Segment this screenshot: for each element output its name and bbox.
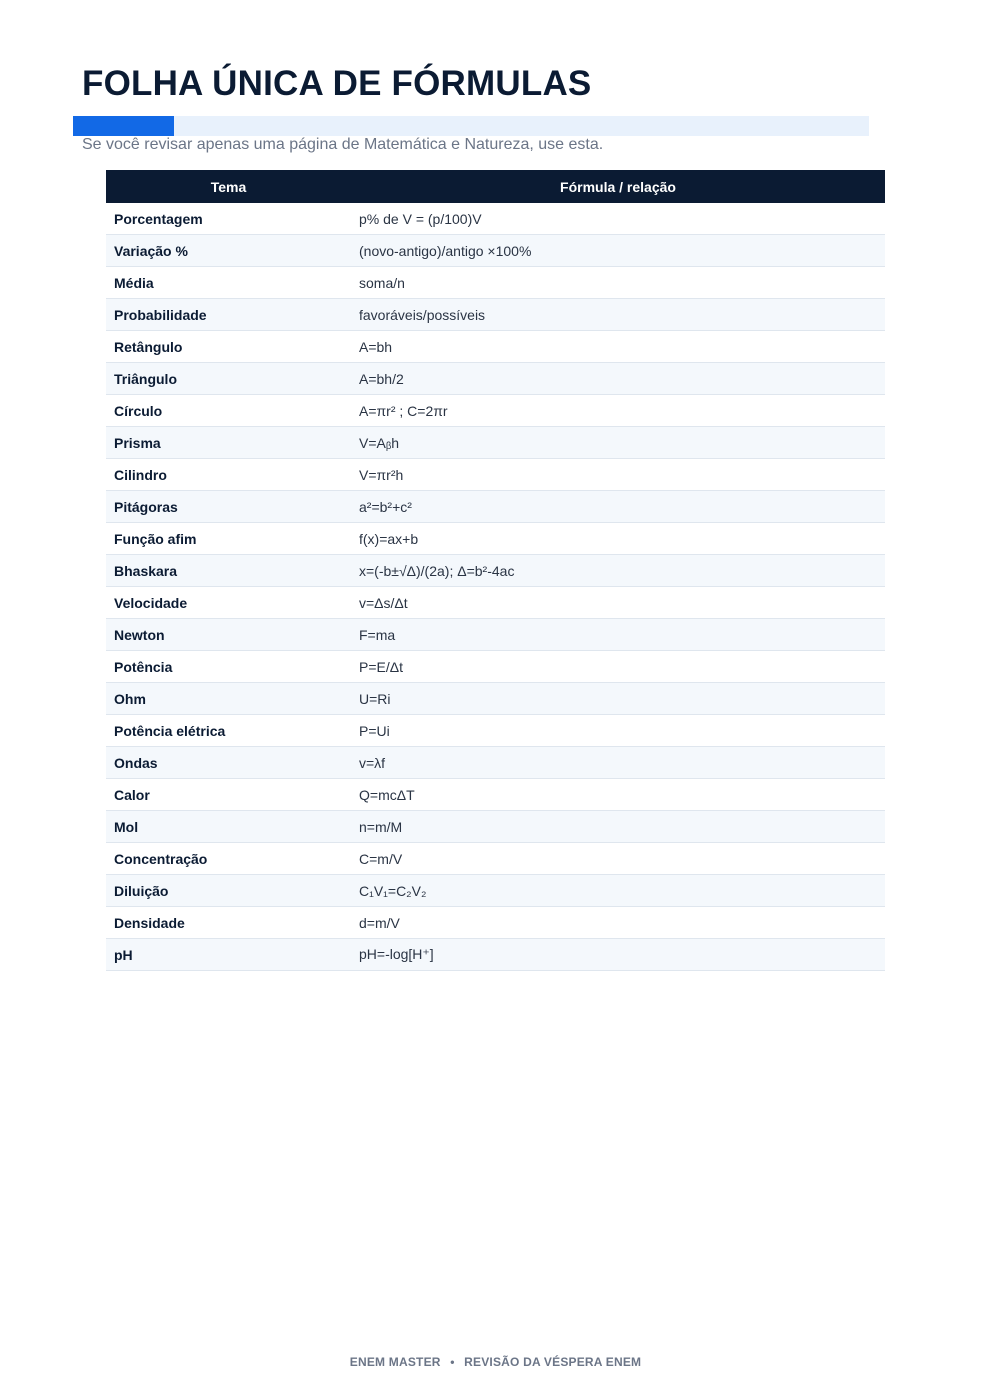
row-tema: Ohm [106,683,351,715]
row-tema: Cilindro [106,459,351,491]
row-formula: U=Ri [351,683,885,715]
row-tema: Média [106,267,351,299]
title-underline-bar [73,116,869,136]
row-formula: A=πr² ; C=2πr [351,395,885,427]
table-row [106,363,885,395]
row-formula: Q=mcΔT [351,779,885,811]
row-formula: A=bh/2 [351,363,885,395]
row-formula: f(x)=ax+b [351,523,885,555]
table-row [106,939,885,971]
table-row [106,907,885,939]
footer-separator: • [450,1355,455,1369]
table-row [106,811,885,843]
table-row [106,299,885,331]
row-tema: Potência [106,651,351,683]
row-formula: F=ma [351,619,885,651]
row-formula: (novo-antigo)/antigo ×100% [351,235,885,267]
table-row [106,843,885,875]
page-subtitle: Se você revisar apenas uma página de Matemática e Natureza, use esta. [82,136,604,153]
table-row [106,235,885,267]
table-header-row [106,170,885,203]
row-tema: Pitágoras [106,491,351,523]
row-tema: Mol [106,811,351,843]
row-tema: Calor [106,779,351,811]
table-row [106,555,885,587]
table-body [106,203,885,971]
row-tema: Newton [106,619,351,651]
table-row [106,715,885,747]
row-tema: Função afim [106,523,351,555]
row-formula: p% de V = (p/100)V [351,203,885,235]
formula-table [106,170,885,971]
row-tema: Diluição [106,875,351,907]
footer-brand: ENEM MASTER [349,1355,441,1369]
table-row [106,491,885,523]
table-row [106,747,885,779]
row-formula: V=πr²h [351,459,885,491]
table-row [106,587,885,619]
table-row [106,203,885,235]
table-row [106,267,885,299]
row-formula: favoráveis/possíveis [351,299,885,331]
title-accent-block [73,116,174,136]
row-formula: A=bh [351,331,885,363]
row-formula: pH=-log[H⁺] [351,939,885,971]
row-tema: pH [106,939,351,971]
row-formula: soma/n [351,267,885,299]
table-row [106,779,885,811]
row-formula: x=(-b±√Δ)/(2a); Δ=b²-4ac [351,555,885,587]
row-formula: C₁V₁=C₂V₂ [351,875,885,907]
table-row [106,651,885,683]
row-tema: Porcentagem [106,203,351,235]
row-tema: Ondas [106,747,351,779]
row-formula: P=E/Δt [351,651,885,683]
table-row [106,395,885,427]
row-tema: Bhaskara [106,555,351,587]
row-tema: Variação % [106,235,351,267]
row-formula: v=λf [351,747,885,779]
table-row [106,331,885,363]
footer-subtitle: REVISÃO DA VÉSPERA ENEM [464,1355,642,1369]
table-row [106,459,885,491]
row-tema: Densidade [106,907,351,939]
table-row [106,619,885,651]
row-formula: d=m/V [351,907,885,939]
row-tema: Velocidade [106,587,351,619]
table-row [106,523,885,555]
row-formula: V=Aᵦh [351,427,885,459]
row-tema: Concentração [106,843,351,875]
column-header-tema: Tema [106,170,351,203]
table-header [106,170,885,203]
page-title: FOLHA ÚNICA DE FÓRMULAS [82,64,592,103]
row-formula: a²=b²+c² [351,491,885,523]
row-tema: Círculo [106,395,351,427]
table-row [106,683,885,715]
row-formula: C=m/V [351,843,885,875]
table-row [106,875,885,907]
row-tema: Retângulo [106,331,351,363]
page-footer [0,1355,991,1369]
row-formula: P=Ui [351,715,885,747]
column-header-formula: Fórmula / relação [351,170,885,203]
row-formula: v=Δs/Δt [351,587,885,619]
row-formula: n=m/M [351,811,885,843]
row-tema: Potência elétrica [106,715,351,747]
row-tema: Prisma [106,427,351,459]
row-tema: Probabilidade [106,299,351,331]
table-row [106,427,885,459]
row-tema: Triângulo [106,363,351,395]
